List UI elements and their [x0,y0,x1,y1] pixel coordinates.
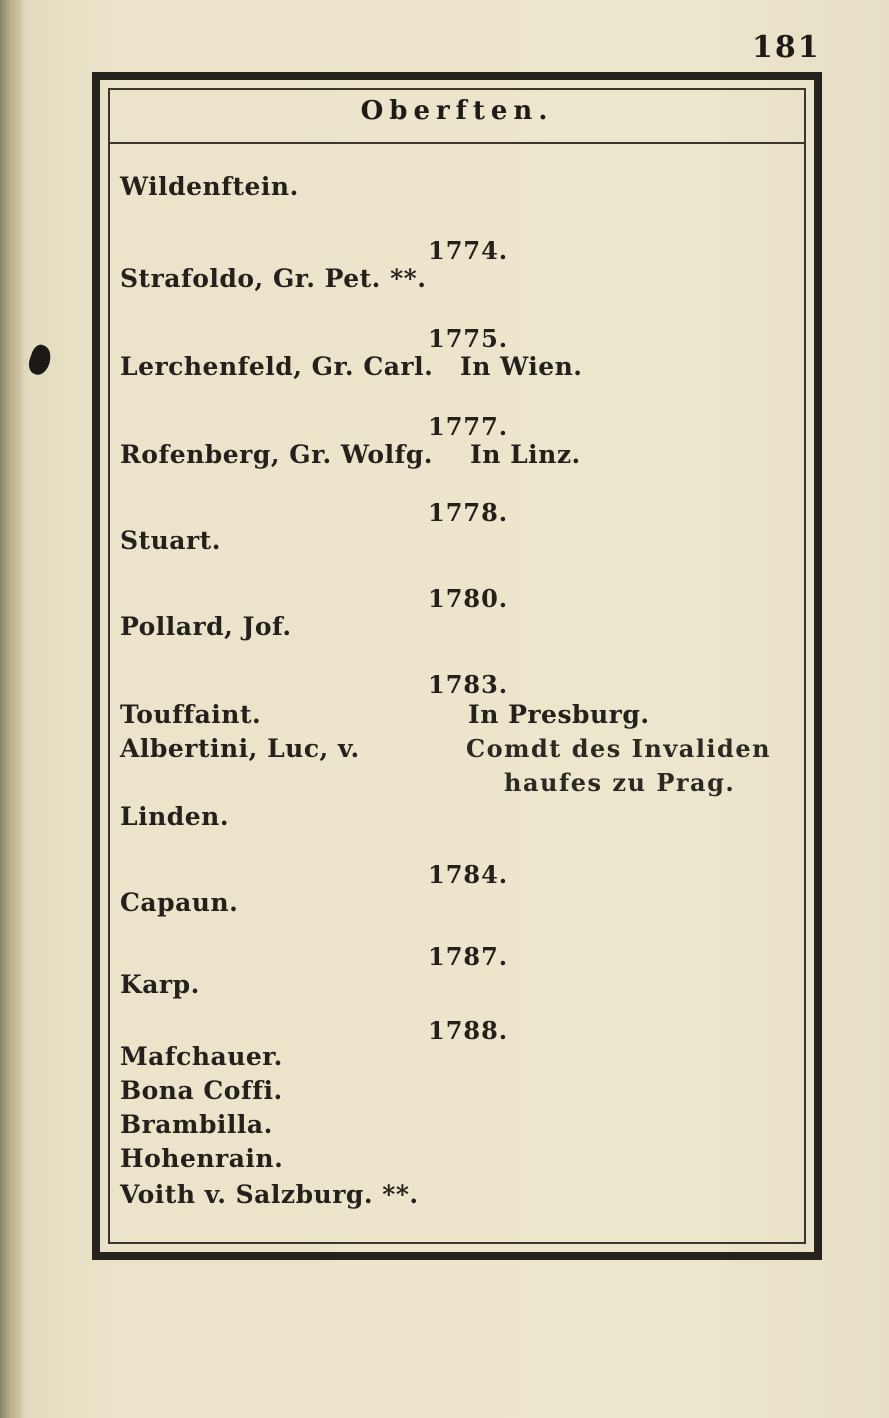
entry-name: Rofenberg, Gr. Wolfg. [120,440,434,469]
entry-name: Albertini, Luc, v. [120,734,360,763]
entry-year: 1783. [428,670,509,699]
entry-name: Karp. [120,970,200,999]
entry-year: 1778. [428,498,509,527]
entry-name: Hohenrain. [120,1144,284,1173]
entry-year: 1774. [428,236,509,265]
entry-location-continued: haufes zu Prag. [504,768,736,797]
entry-name: Linden. [120,802,230,831]
entry-location: In Presburg. [468,700,650,729]
entry-name: Stuart. [120,526,221,555]
entry-name: Pollard, Jof. [120,612,292,641]
entry-name: Strafoldo, Gr. Pet. **. [120,264,427,293]
entry-year: 1787. [428,942,509,971]
entry-year: 1777. [428,412,509,441]
entry-year: 1775. [428,324,509,353]
section-heading: Oberften. [360,96,554,126]
entry-location: Comdt des Invaliden [466,734,772,763]
entry-name: Wildenftein. [120,172,299,201]
entry-year: 1780. [428,584,509,613]
entry-name: Brambilla. [120,1110,273,1139]
entry-year: 1784. [428,860,509,889]
entry-name: Capaun. [120,888,239,917]
entry-name: Touffaint. [120,700,262,729]
entry-name: Lerchenfeld, Gr. Carl. [120,352,434,381]
entry-year: 1788. [428,1016,509,1045]
page-binding [0,0,22,1418]
page-number: 181 [752,30,821,65]
entry-name: Voith v. Salzburg. **. [120,1180,419,1209]
entry-location: In Wien. [460,352,583,381]
entry-name: Mafchauer. [120,1042,283,1071]
entry-location: In Linz. [470,440,581,469]
entry-name: Bona Coffi. [120,1076,283,1105]
heading-rule [108,142,806,144]
